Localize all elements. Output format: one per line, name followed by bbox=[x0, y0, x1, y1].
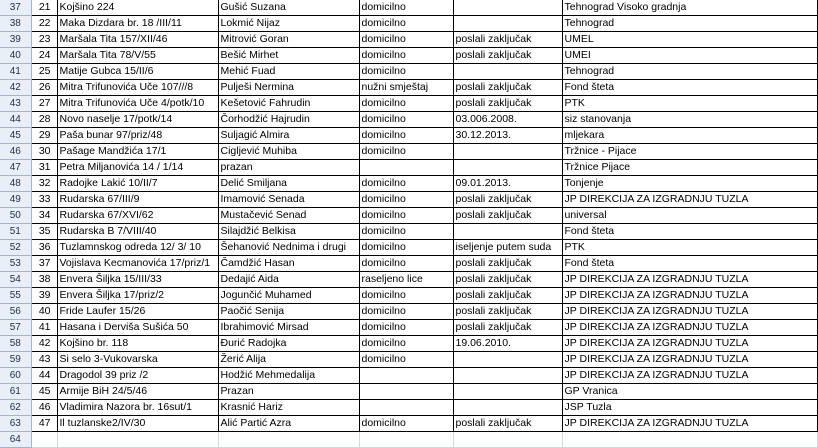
address-cell[interactable]: Dragodol 39 priz /2 bbox=[57, 368, 218, 384]
note-cell[interactable]: 09.01.2013. bbox=[453, 176, 562, 192]
address-cell[interactable]: Novo naselje 17/potk/14 bbox=[57, 112, 218, 128]
address-cell[interactable]: Mitra Trifunovića Uče 4/potk/10 bbox=[57, 96, 218, 112]
table-row bbox=[0, 384, 817, 400]
row-header[interactable]: 43 bbox=[0, 96, 31, 112]
status-cell[interactable]: domicilno bbox=[359, 112, 453, 128]
row-number-cell[interactable]: 47 bbox=[31, 416, 57, 432]
row-header[interactable]: 64 bbox=[0, 432, 31, 448]
name-cell[interactable]: Krasnić Hariz bbox=[218, 400, 359, 416]
row-header[interactable]: 61 bbox=[0, 384, 31, 400]
status-cell[interactable] bbox=[359, 400, 453, 416]
name-cell[interactable]: Đurić Radojka bbox=[218, 336, 359, 352]
table-row bbox=[0, 16, 817, 32]
name-cell[interactable]: prazan bbox=[218, 160, 359, 176]
name-cell[interactable]: Lokmić Nijaz bbox=[218, 16, 359, 32]
row-number-cell[interactable]: 22 bbox=[31, 16, 57, 32]
status-cell[interactable]: domicilno bbox=[359, 16, 453, 32]
row-number-cell[interactable]: 27 bbox=[31, 96, 57, 112]
name-cell[interactable]: Pulješi Nermina bbox=[218, 80, 359, 96]
name-cell[interactable]: Silajdžić Belkisa bbox=[218, 224, 359, 240]
address-cell[interactable]: Petra Miljanovića 14 / 1/14 bbox=[57, 160, 218, 176]
note-cell[interactable] bbox=[453, 368, 562, 384]
status-cell[interactable] bbox=[359, 160, 453, 176]
address-cell[interactable]: Kojšino 224 bbox=[57, 0, 218, 16]
note-cell[interactable]: 03.006.2008. bbox=[453, 112, 562, 128]
row-header[interactable]: 54 bbox=[0, 272, 31, 288]
row-number-cell[interactable]: 43 bbox=[31, 352, 57, 368]
institution-cell[interactable]: Fond šteta bbox=[562, 80, 817, 96]
note-cell[interactable]: poslali zaključak bbox=[453, 416, 562, 432]
note-cell[interactable]: poslali zaključak bbox=[453, 80, 562, 96]
institution-cell[interactable]: JP DIREKCIJA ZA IZGRADNJU TUZLA bbox=[562, 288, 817, 304]
table-row bbox=[0, 80, 817, 96]
name-cell[interactable]: Jogunčić Muhamed bbox=[218, 288, 359, 304]
table-row bbox=[0, 128, 817, 144]
empty-cell[interactable] bbox=[57, 432, 218, 448]
name-cell[interactable]: Paočić Senija bbox=[218, 304, 359, 320]
row-header[interactable]: 50 bbox=[0, 208, 31, 224]
address-cell[interactable]: Rudarska B 7/VIII/40 bbox=[57, 224, 218, 240]
status-cell[interactable]: domicilno bbox=[359, 240, 453, 256]
name-cell[interactable]: Kešetović Fahrudin bbox=[218, 96, 359, 112]
note-cell[interactable] bbox=[453, 0, 562, 16]
name-cell[interactable]: Dedajić Aida bbox=[218, 272, 359, 288]
institution-cell[interactable]: PTK bbox=[562, 240, 817, 256]
status-cell[interactable]: domicilno bbox=[359, 224, 453, 240]
status-cell[interactable]: domicilno bbox=[359, 64, 453, 80]
address-cell[interactable]: Pašage Mandžića 17/1 bbox=[57, 144, 218, 160]
row-number-cell[interactable]: 37 bbox=[31, 256, 57, 272]
table-row bbox=[0, 112, 817, 128]
note-cell[interactable] bbox=[453, 352, 562, 368]
row-header[interactable]: 53 bbox=[0, 256, 31, 272]
note-cell[interactable]: poslali zaključak bbox=[453, 96, 562, 112]
address-cell[interactable]: Radojke Lakić 10/II/7 bbox=[57, 176, 218, 192]
address-cell[interactable]: Kojšino br. 118 bbox=[57, 336, 218, 352]
address-cell[interactable]: Maka Dizdara br. 18 /III/11 bbox=[57, 16, 218, 32]
status-cell[interactable]: domicilno bbox=[359, 256, 453, 272]
row-header[interactable]: 44 bbox=[0, 112, 31, 128]
institution-cell[interactable]: siz stanovanja bbox=[562, 112, 817, 128]
note-cell[interactable]: poslali zaključak bbox=[453, 288, 562, 304]
address-cell[interactable]: Mitra Trifunovića Uče 107///8 bbox=[57, 80, 218, 96]
institution-cell[interactable]: JP DIREKCIJA ZA IZGRADNJU TUZLA bbox=[562, 304, 817, 320]
table-row bbox=[0, 320, 817, 336]
address-cell[interactable]: Paša bunar 97/priz/48 bbox=[57, 128, 218, 144]
table-row bbox=[0, 304, 817, 320]
row-header[interactable]: 42 bbox=[0, 80, 31, 96]
status-cell[interactable]: domicilno bbox=[359, 32, 453, 48]
table-row bbox=[0, 256, 817, 272]
institution-cell[interactable]: GP Vranica bbox=[562, 384, 817, 400]
note-cell[interactable] bbox=[453, 224, 562, 240]
address-cell[interactable]: Envera Šiljka 15/III/33 bbox=[57, 272, 218, 288]
row-number-cell[interactable]: 30 bbox=[31, 144, 57, 160]
institution-cell[interactable]: Tržnice - Pijace bbox=[562, 144, 817, 160]
address-cell[interactable]: Maršala Tita 78/V/55 bbox=[57, 48, 218, 64]
row-header[interactable]: 63 bbox=[0, 416, 31, 432]
row-number-cell[interactable]: 44 bbox=[31, 368, 57, 384]
institution-cell[interactable]: JP DIREKCIJA ZA IZGRADNJU TUZLA bbox=[562, 192, 817, 208]
address-cell[interactable]: Si selo 3-Vukovarska bbox=[57, 352, 218, 368]
institution-cell[interactable]: universal bbox=[562, 208, 817, 224]
empty-cell[interactable] bbox=[31, 432, 57, 448]
table-row bbox=[0, 48, 817, 64]
institution-cell[interactable]: UMEL bbox=[562, 32, 817, 48]
table-row bbox=[0, 176, 817, 192]
row-number-cell[interactable]: 36 bbox=[31, 240, 57, 256]
row-number-cell[interactable]: 46 bbox=[31, 400, 57, 416]
address-cell[interactable]: Fride Laufer 15/26 bbox=[57, 304, 218, 320]
address-cell[interactable]: Armije BiH 24/5/46 bbox=[57, 384, 218, 400]
row-header[interactable]: 55 bbox=[0, 288, 31, 304]
note-cell[interactable] bbox=[453, 400, 562, 416]
row-header[interactable]: 60 bbox=[0, 368, 31, 384]
row-number-cell[interactable]: 24 bbox=[31, 48, 57, 64]
empty-cell[interactable] bbox=[359, 432, 453, 448]
status-cell[interactable]: domicilno bbox=[359, 128, 453, 144]
table-row bbox=[0, 208, 817, 224]
row-header[interactable]: 39 bbox=[0, 32, 31, 48]
institution-cell[interactable]: Fond šteta bbox=[562, 224, 817, 240]
row-number-cell[interactable]: 26 bbox=[31, 80, 57, 96]
table-row bbox=[0, 400, 817, 416]
name-cell[interactable]: Prazan bbox=[218, 384, 359, 400]
name-cell[interactable]: Gušić Suzana bbox=[218, 0, 359, 16]
status-cell[interactable]: domicilno bbox=[359, 48, 453, 64]
table-row bbox=[0, 160, 817, 176]
row-number-cell[interactable]: 33 bbox=[31, 192, 57, 208]
name-cell[interactable]: Čamdžić Hasan bbox=[218, 256, 359, 272]
row-header[interactable]: 38 bbox=[0, 16, 31, 32]
row-header[interactable]: 49 bbox=[0, 192, 31, 208]
address-cell[interactable]: Vladimira Nazora br. 16sut/1 bbox=[57, 400, 218, 416]
row-header[interactable]: 45 bbox=[0, 128, 31, 144]
note-cell[interactable] bbox=[453, 64, 562, 80]
status-cell[interactable]: domicilno bbox=[359, 304, 453, 320]
row-number-cell[interactable]: 40 bbox=[31, 304, 57, 320]
name-cell[interactable]: Mustačević Senad bbox=[218, 208, 359, 224]
empty-cell[interactable] bbox=[218, 432, 359, 448]
institution-cell[interactable]: JP DIREKCIJA ZA IZGRADNJU TUZLA bbox=[562, 352, 817, 368]
institution-cell[interactable]: JP DIREKCIJA ZA IZGRADNJU TUZLA bbox=[562, 320, 817, 336]
status-cell[interactable]: domicilno bbox=[359, 192, 453, 208]
note-cell[interactable] bbox=[453, 384, 562, 400]
status-cell[interactable]: domicilno bbox=[359, 416, 453, 432]
table-row bbox=[0, 144, 817, 160]
address-cell[interactable]: Tuzlamnskog odreda 12/ 3/ 10 bbox=[57, 240, 218, 256]
name-cell[interactable]: Suljagić Almira bbox=[218, 128, 359, 144]
table-row bbox=[0, 240, 817, 256]
row-header[interactable]: 62 bbox=[0, 400, 31, 416]
institution-cell[interactable]: Tržnice Pijace bbox=[562, 160, 817, 176]
row-header[interactable]: 37 bbox=[0, 0, 31, 16]
name-cell[interactable]: Mitrović Goran bbox=[218, 32, 359, 48]
note-cell[interactable]: poslali zaključak bbox=[453, 208, 562, 224]
table-row bbox=[0, 96, 817, 112]
status-cell[interactable]: raseljeno lice bbox=[359, 272, 453, 288]
address-cell[interactable]: Matije Gubca 15/II/6 bbox=[57, 64, 218, 80]
row-number-cell[interactable]: 25 bbox=[31, 64, 57, 80]
row-header[interactable]: 59 bbox=[0, 352, 31, 368]
status-cell[interactable]: domicilno bbox=[359, 320, 453, 336]
note-cell[interactable] bbox=[453, 16, 562, 32]
row-header[interactable]: 58 bbox=[0, 336, 31, 352]
institution-cell[interactable]: PTK bbox=[562, 96, 817, 112]
note-cell[interactable]: iseljenje putem suda bbox=[453, 240, 562, 256]
note-cell[interactable]: poslali zaključak bbox=[453, 272, 562, 288]
table-row bbox=[0, 288, 817, 304]
row-header[interactable]: 52 bbox=[0, 240, 31, 256]
empty-cell[interactable] bbox=[562, 432, 817, 448]
row-number-cell[interactable]: 38 bbox=[31, 272, 57, 288]
row-number-cell[interactable]: 29 bbox=[31, 128, 57, 144]
note-cell[interactable]: poslali zaključak bbox=[453, 304, 562, 320]
table-row bbox=[0, 352, 817, 368]
institution-cell[interactable]: Tonjenje bbox=[562, 176, 817, 192]
note-cell[interactable]: poslali zaključak bbox=[453, 32, 562, 48]
institution-cell[interactable]: Tehnograd Visoko gradnja bbox=[562, 0, 817, 16]
table-row bbox=[0, 272, 817, 288]
address-cell[interactable]: Vojislava Kecmanovića 17/priz/1 bbox=[57, 256, 218, 272]
status-cell[interactable]: domicilno bbox=[359, 288, 453, 304]
row-header[interactable]: 57 bbox=[0, 320, 31, 336]
table-row bbox=[0, 32, 817, 48]
row-number-cell[interactable]: 35 bbox=[31, 224, 57, 240]
row-number-cell[interactable]: 32 bbox=[31, 176, 57, 192]
row-number-cell[interactable]: 23 bbox=[31, 32, 57, 48]
institution-cell[interactable]: JP DIREKCIJA ZA IZGRADNJU TUZLA bbox=[562, 368, 817, 384]
table-row bbox=[0, 432, 817, 448]
row-number-cell[interactable]: 41 bbox=[31, 320, 57, 336]
row-header[interactable]: 40 bbox=[0, 48, 31, 64]
name-cell[interactable]: Cigljević Muhiba bbox=[218, 144, 359, 160]
row-header[interactable]: 51 bbox=[0, 224, 31, 240]
name-cell[interactable]: Imamović Senada bbox=[218, 192, 359, 208]
address-cell[interactable]: Envera Šiljka 17/priz/2 bbox=[57, 288, 218, 304]
institution-cell[interactable]: JP DIREKCIJA ZA IZGRADNJU TUZLA bbox=[562, 336, 817, 352]
address-cell[interactable]: Maršala Tita 157/XII/46 bbox=[57, 32, 218, 48]
institution-cell[interactable]: Fond šteta bbox=[562, 256, 817, 272]
status-cell[interactable]: domicilno bbox=[359, 352, 453, 368]
name-cell[interactable]: Ibrahimović Mirsad bbox=[218, 320, 359, 336]
table-row bbox=[0, 0, 817, 16]
institution-cell[interactable]: UMEI bbox=[562, 48, 817, 64]
table-row bbox=[0, 64, 817, 80]
name-cell[interactable]: Delić Smiljana bbox=[218, 176, 359, 192]
status-cell[interactable]: domicilno bbox=[359, 336, 453, 352]
institution-cell[interactable]: JP DIREKCIJA ZA IZGRADNJU TUZLA bbox=[562, 272, 817, 288]
table-row bbox=[0, 416, 817, 432]
institution-cell[interactable]: JSP Tuzla bbox=[562, 400, 817, 416]
empty-cell[interactable] bbox=[453, 432, 562, 448]
name-cell[interactable]: Mehić Fuad bbox=[218, 64, 359, 80]
row-number-cell[interactable]: 31 bbox=[31, 160, 57, 176]
address-cell[interactable]: Hasana i Derviša Sušića 50 bbox=[57, 320, 218, 336]
row-number-cell[interactable]: 28 bbox=[31, 112, 57, 128]
institution-cell[interactable]: mljekara bbox=[562, 128, 817, 144]
note-cell[interactable]: 19.06.2010. bbox=[453, 336, 562, 352]
status-cell[interactable]: domicilno bbox=[359, 144, 453, 160]
status-cell[interactable]: nužni smještaj bbox=[359, 80, 453, 96]
note-cell[interactable]: poslali zaključak bbox=[453, 192, 562, 208]
institution-cell[interactable]: Tehnograd bbox=[562, 16, 817, 32]
note-cell[interactable]: 30.12.2013. bbox=[453, 128, 562, 144]
status-cell[interactable]: domicilno bbox=[359, 176, 453, 192]
row-number-cell[interactable]: 45 bbox=[31, 384, 57, 400]
note-cell[interactable] bbox=[453, 160, 562, 176]
row-number-cell[interactable]: 34 bbox=[31, 208, 57, 224]
name-cell[interactable]: Alić Partić Azra bbox=[218, 416, 359, 432]
note-cell[interactable]: poslali zaključak bbox=[453, 256, 562, 272]
address-cell[interactable]: Rudarska 67/III/9 bbox=[57, 192, 218, 208]
table-row bbox=[0, 368, 817, 384]
table-row bbox=[0, 192, 817, 208]
status-cell[interactable] bbox=[359, 368, 453, 384]
note-cell[interactable]: poslali zaključak bbox=[453, 320, 562, 336]
name-cell[interactable]: Bešić Mirhet bbox=[218, 48, 359, 64]
institution-cell[interactable]: JP DIREKCIJA ZA IZGRADNJU TUZLA bbox=[562, 416, 817, 432]
status-cell[interactable]: domicilno bbox=[359, 96, 453, 112]
status-cell[interactable] bbox=[359, 384, 453, 400]
name-cell[interactable]: Žerić Alija bbox=[218, 352, 359, 368]
row-header[interactable]: 47 bbox=[0, 160, 31, 176]
table-row bbox=[0, 224, 817, 240]
status-cell[interactable]: domicilno bbox=[359, 0, 453, 16]
address-cell[interactable]: Il tuzlanske2/IV/30 bbox=[57, 416, 218, 432]
name-cell[interactable]: Šehanović Nednima i drugi bbox=[218, 240, 359, 256]
row-header[interactable]: 56 bbox=[0, 304, 31, 320]
address-cell[interactable]: Rudarska 67/XVI/62 bbox=[57, 208, 218, 224]
note-cell[interactable] bbox=[453, 144, 562, 160]
row-number-cell[interactable]: 21 bbox=[31, 0, 57, 16]
row-header[interactable]: 41 bbox=[0, 64, 31, 80]
row-header[interactable]: 48 bbox=[0, 176, 31, 192]
status-cell[interactable]: domicilno bbox=[359, 208, 453, 224]
row-number-cell[interactable]: 42 bbox=[31, 336, 57, 352]
note-cell[interactable]: poslali zaključak bbox=[453, 48, 562, 64]
table-row bbox=[0, 336, 817, 352]
name-cell[interactable]: Čorhodžić Hajrudin bbox=[218, 112, 359, 128]
institution-cell[interactable]: Tehnograd bbox=[562, 64, 817, 80]
row-number-cell[interactable]: 39 bbox=[31, 288, 57, 304]
name-cell[interactable]: Hodžić Mehmedalija bbox=[218, 368, 359, 384]
row-header[interactable]: 46 bbox=[0, 144, 31, 160]
